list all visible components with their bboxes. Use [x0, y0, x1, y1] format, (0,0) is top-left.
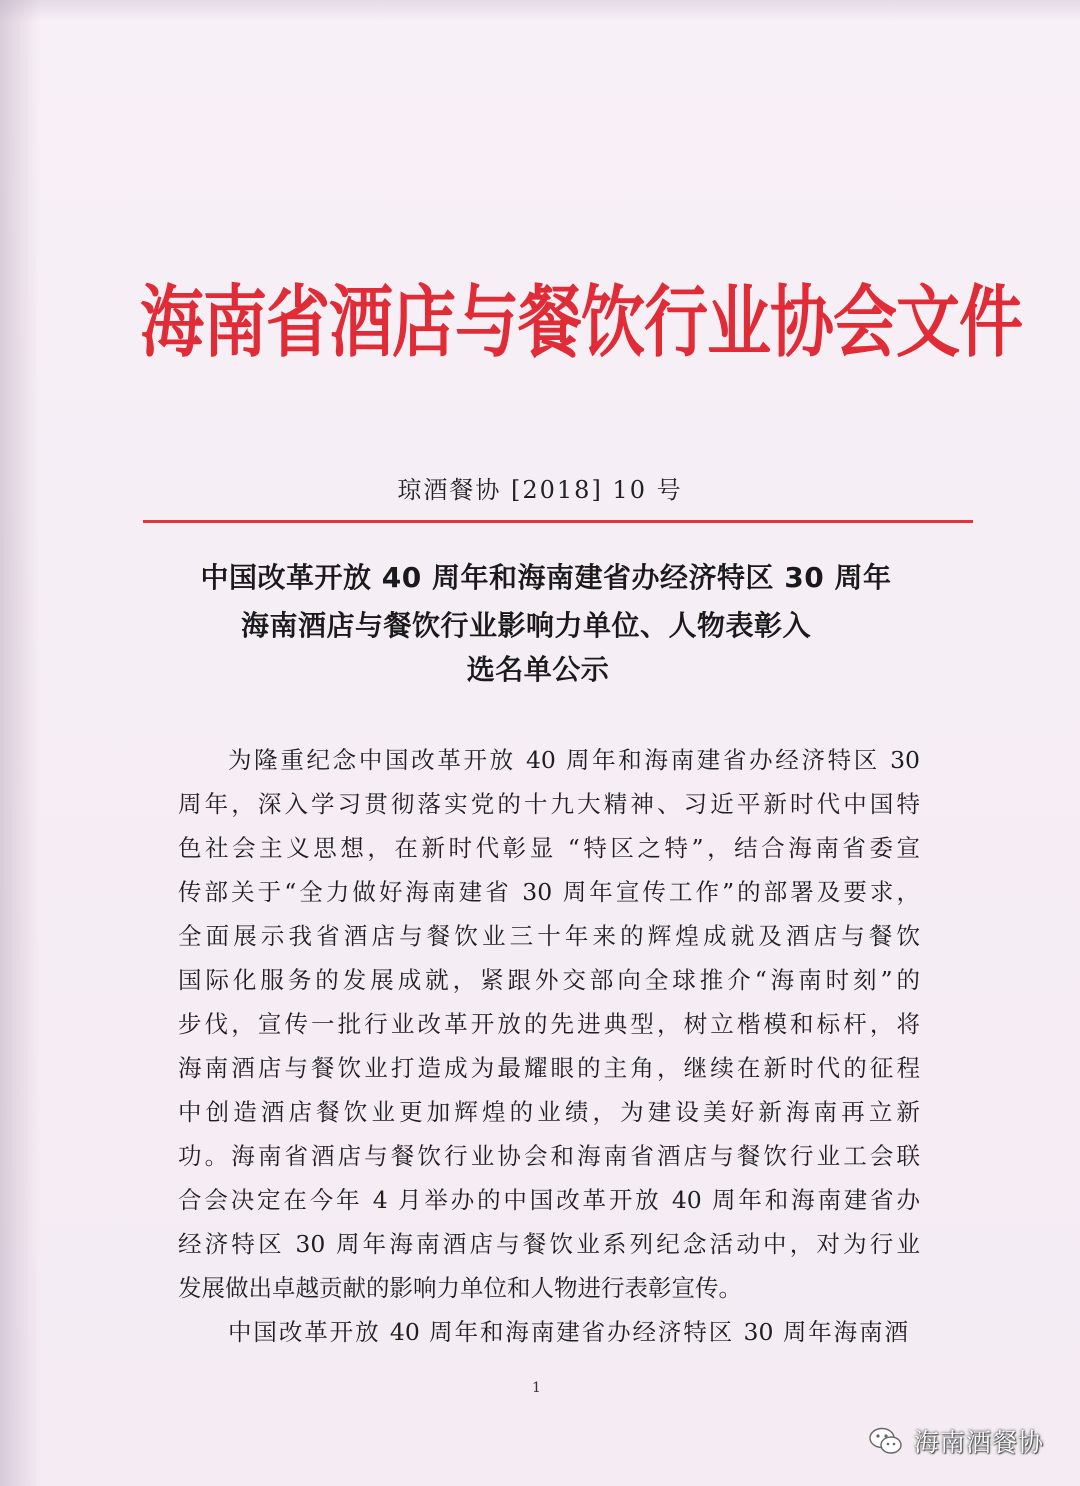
body-text-line: 步伐，宣传一批行业改革开放的先进典型，树立楷模和标杆，将 [178, 1010, 920, 1038]
body-text-line: 合会决定在今年 4 月举办的中国改革开放 40 周年和海南建省办 [178, 1186, 920, 1214]
body-text-line: 中创造酒店餐饮业更加辉煌的业绩，为建设美好新海南再立新 [178, 1098, 920, 1126]
body-text-line: 中国改革开放 40 周年和海南建省办经济特区 30 周年海南酒 [228, 1318, 908, 1346]
scan-top-shadow [0, 0, 1080, 22]
body-text-line: 功。海南省酒店与餐饮行业协会和海南省酒店与餐饮行业工会联 [178, 1142, 920, 1170]
body-text-line: 国际化服务的发展成就，紧跟外交部向全球推介“海南时刻”的 [178, 966, 920, 994]
body-text-line: 传部关于“全力做好海南建省 30 周年宣传工作”的部署及要求， [178, 878, 920, 906]
body-text-line: 周年，深入学习贯彻落实党的十九大精神、习近平新时代中国特 [178, 790, 920, 818]
document-number: 琼酒餐协 [2018] 10 号 [397, 476, 683, 504]
watermark [868, 1424, 1044, 1458]
body-text-line: 经济特区 30 周年海南酒店与餐饮业系列纪念活动中，对为行业 [178, 1230, 920, 1258]
body-text-line: 为隆重纪念中国改革开放 40 周年和海南建省办经济特区 30 [228, 746, 920, 774]
page-number: 1 [532, 1380, 541, 1396]
body-text-line: 发展做出卓越贡献的影响力单位和人物进行表彰宣传。 [178, 1274, 742, 1302]
body-text-line: 全面展示我省酒店与餐饮业三十年来的辉煌成就及酒店与餐饮 [178, 922, 920, 950]
header-divider [143, 520, 973, 523]
watermark-text: 海南酒餐协 [914, 1428, 1045, 1457]
notice-title-line: 选名单公示 [466, 653, 610, 686]
notice-title-line: 海南酒店与餐饮行业影响力单位、人物表彰入 [240, 609, 811, 642]
document-header-title: 海南省酒店与餐饮行业协会文件 [140, 276, 1022, 369]
scan-edge-shadow [0, 0, 40, 1486]
body-text-line: 色社会主义思想，在新时代彰显 “特区之特”，结合海南省委宣 [178, 834, 920, 862]
wechat-icon [868, 1427, 904, 1455]
body-text-line: 海南酒店与餐饮业打造成为最耀眼的主角，继续在新时代的征程 [178, 1054, 920, 1082]
notice-title-line: 中国改革开放 40 周年和海南建省办经济特区 30 周年 [200, 561, 892, 594]
